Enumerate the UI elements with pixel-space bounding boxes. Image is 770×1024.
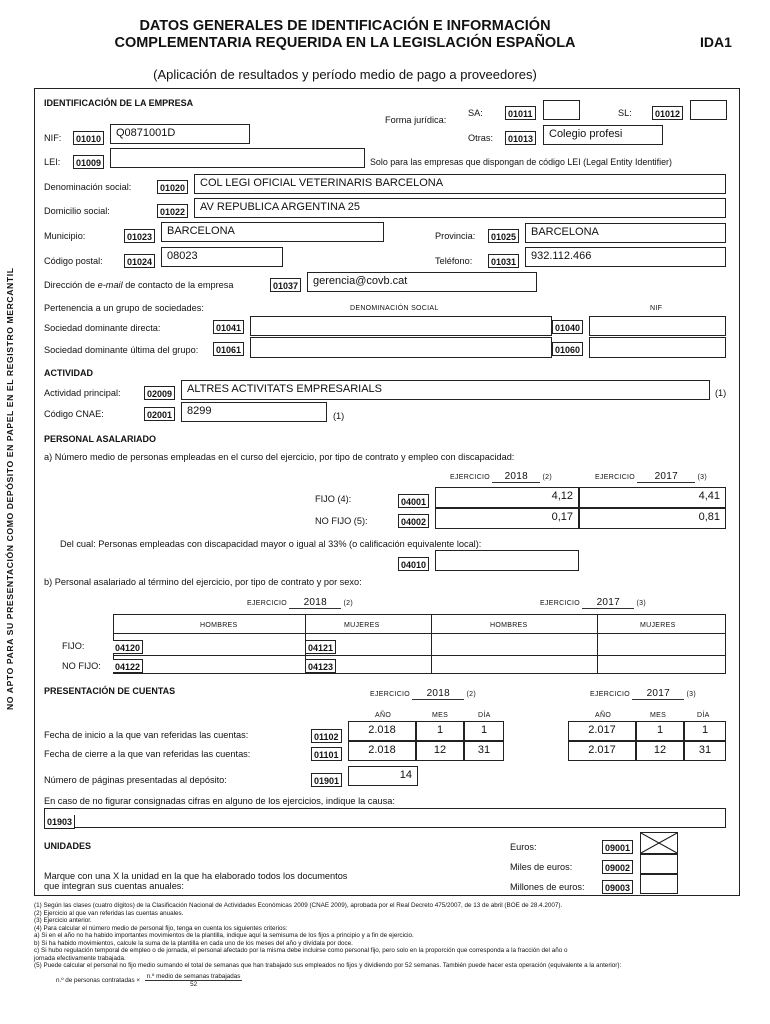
personal-a-text: a) Número medio de personas empleadas en el curso del ejercicio, por tipo de contrato y empleo con discapacidad:: [44, 452, 515, 462]
cierre-anio-1[interactable]: 2.018: [348, 741, 416, 761]
nif-code: 01010: [73, 131, 104, 145]
fijo-value-2[interactable]: 4,41: [579, 487, 726, 508]
cierre-dia-2[interactable]: 31: [684, 741, 726, 761]
mujeres-header-2: MUJERES: [640, 622, 676, 629]
inicio-anio-1[interactable]: 2.018: [348, 721, 416, 741]
nofijo-code: 04002: [398, 514, 429, 528]
ejercicio-a2: [595, 471, 707, 483]
section-personal: PERSONAL ASALARIADO: [44, 434, 157, 444]
lei-note: Solo para las empresas que dispongan de código LEI (Legal Entity Identifier): [370, 157, 672, 167]
otras-field[interactable]: Colegio profesi: [543, 125, 663, 145]
ejercicio-b2-year: 2017: [582, 597, 634, 609]
formula-denominator: 52: [190, 981, 198, 988]
ejercicio-c1: [370, 688, 476, 700]
dominante-ultima-code: 01061: [213, 342, 244, 356]
causa-code: 01903: [44, 815, 75, 829]
actividad-principal-note: (1): [715, 388, 727, 398]
dominante-directa-nif-field[interactable]: [589, 316, 726, 336]
paginas-code: 01901: [311, 773, 342, 787]
side-notice: NO APTO PARA SU PRESENTACIÓN COMO DEPÓSITO EN PAPEL EN EL REGISTRO MERCANTIL: [5, 267, 15, 710]
nofijo-value-2[interactable]: 0,81: [579, 508, 726, 529]
municipio-label: Municipio:: [44, 231, 86, 241]
x-mark-icon: [641, 833, 677, 853]
footnote: a) Si en el año no ha habido importantes movimientos de la plantilla, indique aquí la semisuma de los fijos a principio y a fin de ejercicio.: [34, 932, 414, 939]
ejercicio-b1-label: EJERCICIO: [247, 600, 288, 607]
code-04121: 04121: [305, 640, 336, 654]
inicio-mes-2[interactable]: 1: [636, 721, 684, 741]
footnote: (5) Puede calcular el personal no fijo medio sumando el total de semanas que han trabajado sus empleados no fijos y dividiendo por 52 semanas. También puede hacer esta operación (equivalente a la anterior):: [34, 962, 622, 969]
miles-code: 09002: [602, 860, 633, 874]
ejercicio-c1-label: EJERCICIO: [370, 691, 411, 698]
personal-b-table-divider: [597, 614, 598, 674]
lei-label: LEI:: [44, 157, 61, 167]
lei-code: 01009: [73, 155, 104, 169]
discap-value-1[interactable]: [435, 550, 579, 571]
cp-label: Código postal:: [44, 256, 103, 266]
email-label: [44, 280, 233, 290]
footnote: c) Si hubo regulación temporal de empleo o de jornada, el personal afectado por la misma debe incluirse como personal fijo, pero solo en la proporción que corresponda a la fracción del año o: [34, 947, 568, 954]
municipio-field[interactable]: BARCELONA: [161, 222, 384, 242]
page-title: [80, 18, 610, 52]
denominacion-code: 01020: [157, 180, 188, 194]
euros-label: Euros:: [510, 842, 537, 852]
municipio-code: 01023: [124, 229, 155, 243]
footnote: jornada efectivamente trabajada.: [34, 954, 126, 962]
telefono-code: 01031: [488, 254, 519, 268]
section-unidades: UNIDADES: [44, 841, 92, 851]
ejercicio-c1-note: (2): [466, 691, 477, 698]
section-actividad: ACTIVIDAD: [44, 368, 93, 378]
denominacion-label: Denominación social:: [44, 182, 132, 192]
personal-b-table-divider: [113, 655, 726, 656]
actividad-principal-label: Actividad principal:: [44, 388, 121, 398]
dominante-directa-field[interactable]: [250, 316, 552, 336]
ejercicio-a2-label: EJERCICIO: [595, 474, 636, 481]
cierre-dia-1[interactable]: 31: [464, 741, 504, 761]
hombres-header-1: HOMBRES: [200, 622, 238, 629]
millones-checkbox[interactable]: [640, 874, 678, 894]
dominante-ultima-nif-code: 01060: [552, 342, 583, 356]
ejercicio-c1-year: 2018: [412, 688, 464, 700]
otras-label: Otras:: [468, 133, 494, 143]
nif-label: NIF:: [44, 133, 62, 143]
footnote: (4) Para calcular el número medio de personal fijo, tenga en cuenta los siguientes criterios:: [34, 924, 288, 932]
code-04122: 04122: [113, 659, 143, 673]
footnote: (1) Según las clases (cuatro dígitos) de la Clasificación Nacional de Actividades Económicas 2009 (CNAE 2009), aprobada por el Real Decreto 475/2007, de 13 de abril (BOE de 28.4.2007).: [34, 902, 563, 909]
anio-header-2: AÑO: [595, 712, 612, 719]
cnae-note: (1): [333, 411, 345, 421]
millones-code: 09003: [602, 880, 633, 894]
actividad-principal-code: 02009: [144, 386, 175, 400]
footnote: (2) Ejercicio al que van referidas las cuentas anuales.: [34, 909, 184, 917]
mujeres-header-1: MUJERES: [344, 622, 380, 629]
ejercicio-a1-note: (2): [542, 474, 553, 481]
domicilio-field[interactable]: AV REPUBLICA ARGENTINA 25: [194, 198, 726, 218]
causa-label: En caso de no figurar consignadas cifras en alguno de los ejercicios, indique la causa:: [44, 796, 395, 806]
unidades-text: [44, 871, 347, 891]
ejercicio-a2-year: 2017: [637, 471, 695, 483]
cierre-label: Fecha de cierre a la que van referidas las cuentas:: [44, 749, 251, 759]
email-field[interactable]: gerencia@covb.cat: [307, 272, 537, 292]
formula-numerator: n.º medio de semanas trabajadas: [146, 973, 241, 980]
sa-label: SA:: [468, 108, 483, 118]
cp-code: 01024: [124, 254, 155, 268]
dominante-directa-label: Sociedad dominante directa:: [44, 323, 161, 333]
cnae-code: 02001: [144, 407, 175, 421]
hombres-header-2: HOMBRES: [490, 622, 528, 629]
grupo-label: Pertenencia a un grupo de sociedades:: [44, 303, 204, 313]
email-code: 01037: [270, 278, 301, 292]
den-social-header: DENOMINACIÓN SOCIAL: [350, 305, 439, 312]
form-code: IDA1: [700, 34, 732, 50]
formula-fraction: [145, 973, 243, 988]
code-04120: 04120: [113, 640, 143, 654]
sl-field[interactable]: [690, 100, 727, 120]
email-label-pre: Dirección de: [44, 280, 98, 290]
ejercicio-c2-label: EJERCICIO: [590, 691, 631, 698]
telefono-label: Teléfono:: [435, 256, 473, 266]
mes-header-2: MES: [650, 712, 667, 719]
nif-field[interactable]: Q0871001D: [110, 124, 250, 144]
cnae-label: Código CNAE:: [44, 409, 104, 419]
mes-header-1: MES: [432, 712, 449, 719]
cierre-code: 01101: [311, 747, 342, 761]
inicio-anio-2[interactable]: 2.017: [568, 721, 636, 741]
ejercicio-c2-note: (3): [686, 691, 697, 698]
dominante-directa-nif-code: 01040: [552, 320, 583, 334]
cnae-field[interactable]: 8299: [181, 402, 327, 422]
ejercicio-c2: [590, 688, 696, 700]
lei-field[interactable]: [110, 148, 365, 168]
paginas-label: Número de páginas presentadas al depósito:: [44, 775, 227, 785]
b-fijo-label: FIJO:: [62, 641, 85, 651]
discap-text: Del cual: Personas empleadas con discapacidad mayor o igual al 33% (o calificación equivalente local):: [60, 539, 482, 549]
b-nofijo-label: NO FIJO:: [62, 661, 101, 671]
email-label-post: de contacto de la empresa: [122, 280, 234, 290]
euros-checkbox[interactable]: [640, 832, 678, 854]
formula: [56, 973, 242, 988]
sl-code: 01012: [652, 106, 683, 120]
personal-b-table-divider: [113, 633, 726, 634]
section-cuentas: PRESENTACIÓN DE CUENTAS: [44, 686, 176, 696]
euros-code: 09001: [602, 840, 633, 854]
inicio-dia-2[interactable]: 1: [684, 721, 726, 741]
section-identificacion: IDENTIFICACIÓN DE LA EMPRESA: [44, 98, 194, 108]
ejercicio-b1-year: 2018: [289, 597, 341, 609]
sa-field[interactable]: [543, 100, 580, 120]
telefono-field[interactable]: 932.112.466: [525, 247, 726, 267]
title-line-1: DATOS GENERALES DE IDENTIFICACIÓN E INFORMACIÓN: [139, 18, 551, 34]
dia-header-1: DÍA: [478, 712, 491, 719]
actividad-principal-field[interactable]: ALTRES ACTIVITATS EMPRESARIALS: [181, 380, 710, 400]
code-04123: 04123: [305, 659, 336, 673]
otras-code: 01013: [505, 131, 536, 145]
ejercicio-b2-note: (3): [636, 600, 647, 607]
discap-code: 04010: [398, 557, 429, 571]
ejercicio-b1: [247, 597, 353, 609]
dominante-ultima-nif-field[interactable]: [589, 337, 726, 358]
ejercicio-b2: [540, 597, 646, 609]
ejercicio-c2-year: 2017: [632, 688, 684, 700]
unidades-text-line-2: que integran sus cuentas anuales:: [44, 881, 184, 891]
inicio-code: 01102: [311, 729, 342, 743]
cp-field[interactable]: 08023: [161, 247, 283, 267]
cierre-mes-2[interactable]: 12: [636, 741, 684, 761]
dominante-directa-code: 01041: [213, 320, 244, 334]
denominacion-field[interactable]: COL LEGI OFICIAL VETERINARIS BARCELONA: [194, 174, 726, 194]
footnote: (3) Ejercicio anterior.: [34, 917, 92, 924]
provincia-label: Provincia:: [435, 231, 476, 241]
anio-header-1: AÑO: [375, 712, 392, 719]
dominante-ultima-field[interactable]: [250, 337, 552, 358]
ejercicio-b1-note: (2): [343, 600, 354, 607]
causa-field[interactable]: [44, 808, 726, 828]
sa-code: 01011: [505, 106, 536, 120]
ejercicio-b2-label: EJERCICIO: [540, 600, 581, 607]
footnote: b) Si ha habido movimientos, calcule la suma de la plantilla en cada uno de los meses del año y divídala por doce.: [34, 939, 353, 947]
cierre-mes-1[interactable]: 12: [416, 741, 464, 761]
personal-b-text: b) Personal asalariado al término del ejercicio, por tipo de contrato y por sexo:: [44, 577, 362, 587]
dominante-ultima-label: Sociedad dominante última del grupo:: [44, 345, 199, 355]
fijo-code: 04001: [398, 494, 429, 508]
millones-label: Millones de euros:: [510, 882, 585, 892]
nofijo-value-1[interactable]: 0,17: [435, 508, 579, 529]
personal-b-table-divider: [431, 614, 432, 674]
footnotes: [34, 902, 744, 970]
unidades-text-line-1: Marque con una X la unidad en la que ha elaborado todos los documentos: [44, 871, 348, 881]
sl-label: SL:: [618, 108, 632, 118]
paginas-field[interactable]: 14: [348, 766, 418, 786]
ejercicio-a1-year: 2018: [492, 471, 540, 483]
nofijo-label: NO FIJO (5):: [315, 516, 368, 526]
email-label-em: e-mail: [97, 280, 123, 290]
fijo-value-1[interactable]: 4,12: [435, 487, 579, 508]
ejercicio-a1: [450, 471, 552, 483]
inicio-label: Fecha de inicio a la que van referidas las cuentas:: [44, 730, 249, 740]
forma-juridica-label: Forma jurídica:: [385, 115, 447, 125]
cierre-anio-2[interactable]: 2.017: [568, 741, 636, 761]
title-line-2: COMPLEMENTARIA REQUERIDA EN LA LEGISLACIÓN ESPAÑOLA: [114, 35, 576, 51]
dia-header-2: DÍA: [697, 712, 710, 719]
page-subtitle: (Aplicación de resultados y período medio de pago a proveedores): [153, 67, 537, 82]
provincia-field[interactable]: BARCELONA: [525, 223, 726, 243]
inicio-mes-1[interactable]: 1: [416, 721, 464, 741]
ejercicio-a1-label: EJERCICIO: [450, 474, 491, 481]
inicio-dia-1[interactable]: 1: [464, 721, 504, 741]
fijo-label: FIJO (4):: [315, 494, 352, 504]
formula-left: n.º de personas contratadas ×: [56, 977, 141, 984]
ejercicio-a2-note: (3): [697, 474, 708, 481]
provincia-code: 01025: [488, 229, 519, 243]
miles-checkbox[interactable]: [640, 854, 678, 874]
domicilio-code: 01022: [157, 204, 188, 218]
nif-header: NIF: [650, 305, 663, 312]
domicilio-label: Domicilio social:: [44, 206, 110, 216]
miles-label: Miles de euros:: [510, 862, 573, 872]
